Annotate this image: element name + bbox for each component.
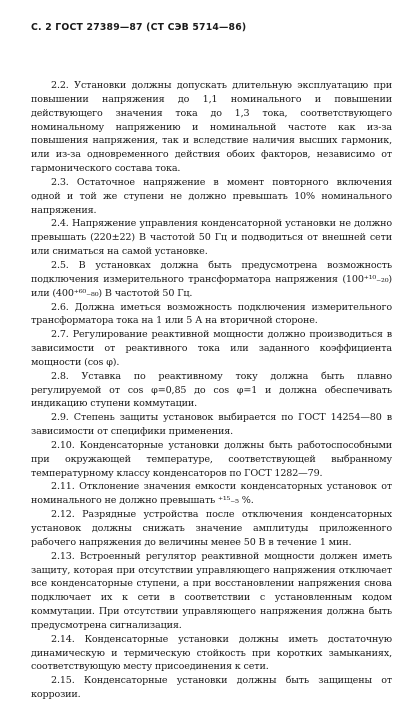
paragraph-2-3: 2.3. Остаточное напряжение в момент повторного включения одной и той же ступени не должно превышать 10% номинального напряжения. [31, 176, 392, 216]
paragraph-2-5: 2.5. В установках должна быть предусмотрена возможность подключения измерительного трансформатора напряжения (100⁺¹⁰₋₂₀) или (400⁺⁶⁰₋₈₀) В частотой 50 Гц. [31, 259, 392, 299]
paragraph-2-7: 2.7. Регулирование реактивной мощности должно производиться в зависимости от реактивного тока или заданного коэффициента мощности (cos φ). [31, 329, 392, 368]
paragraph-2-11: 2.11. Отклонение значения емкости конденсаторных установок от номинального не должно превышать ⁺¹⁵₋₅ %. [31, 481, 392, 507]
paragraph-2-12: 2.12. Разрядные устройства после отключения конденсаторных установок должны снижать значение амплитуды приложенного рабочего напряжения до величины менее 50 В в течение 1 мин. [31, 509, 392, 548]
paragraph-2-13: 2.13. Встроенный регулятор реактивной мощности должен иметь защиту, которая при отсутствии управляющего напряжения отключает все конденсаторные ступени, а при восстановлении напряжения снова подключает их к сети в соответствии с установленным кодом коммутации. При отсутствии управляющего напряжения должна быть предусмотрена сигнализация. [31, 550, 392, 631]
page-header: С. 2 ГОСТ 27389—87 (СТ СЭВ 5714—86) [31, 22, 247, 33]
document-body [31, 79, 392, 702]
paragraph-2-15: 2.15. Конденсаторные установки должны быть защищены от коррозии. [31, 675, 392, 701]
paragraph-2-2: 2.2. Установки должны допускать длительную эксплуатацию при повышении напряжения до 1,1 номинального и повышении действующего значения тока до 1,3 тока, соответствующего номинальному напряжению и номинальной частоте как из-за повышения напряжения, так и вследствие наличия высших гармоник, или из-за одновременного действия обоих факторов, независимо от гармонического состава тока. [31, 80, 392, 175]
paragraph-2-9: 2.9. Степень защиты установок выбирается по ГОСТ 14254—80 в зависимости от специфики применения. [31, 412, 392, 438]
paragraph-2-4: 2.4. Напряжение управления конденсаторной установки не должно превышать (220±22) В частотой 50 Гц и подводиться от внешней сети или сниматься на самой установке. [31, 218, 392, 258]
paragraph-2-14: 2.14. Конденсаторные установки должны иметь достаточную динамическую и термическую стойкость при коротких замыканиях, соответствующую месту присоединения к сети. [31, 633, 392, 673]
paragraph-2-10: 2.10. Конденсаторные установки должны быть работоспособными при окружающей температуре, соответствующей выбранному температурному классу конденсаторов по ГОСТ 1282—79. [31, 439, 392, 479]
paragraph-2-6: 2.6. Должна иметься возможность подключения измерительного трансформатора тока на 1 или 5 А на вторичной стороне. [31, 301, 392, 327]
paragraph-2-8: 2.8. Уставка по реактивному току должна быть плавно регулируемой от cos φ=0,85 до cos φ=1 и должна обеспечивать индикацию ступени коммутации. [31, 370, 392, 410]
